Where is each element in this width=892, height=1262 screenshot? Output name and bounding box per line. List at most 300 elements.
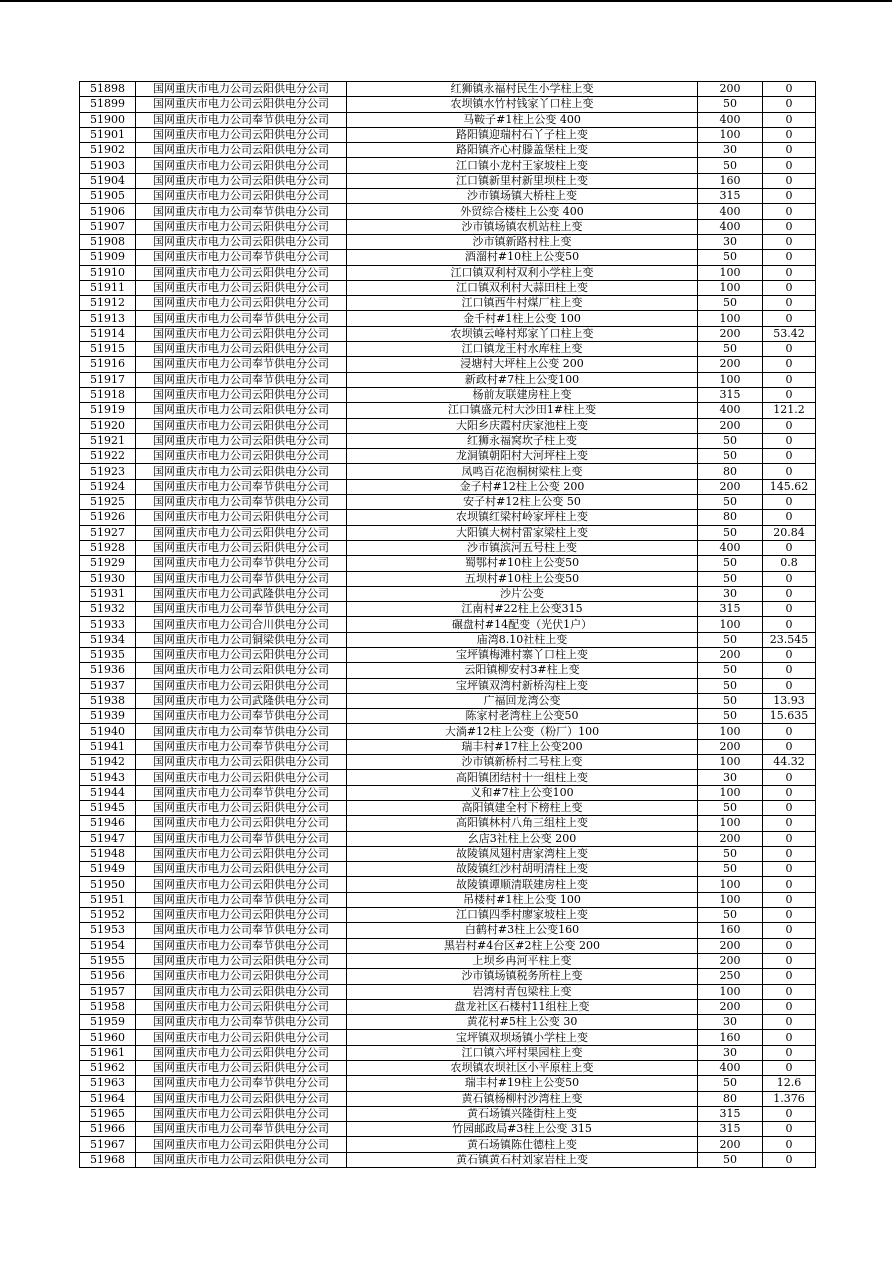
value-cell: 0 — [763, 82, 816, 97]
value-cell: 1.376 — [763, 1091, 816, 1106]
transformer-name-cell: 大阳乡庆霞村庆家池柱上变 — [347, 418, 698, 433]
transformer-name-cell: 农坝镇红梁村岭家坪柱上变 — [347, 510, 698, 525]
company-cell: 国网重庆市电力公司云阳供电分公司 — [136, 449, 347, 464]
row-id-cell: 51934 — [80, 632, 136, 647]
capacity-cell: 50 — [698, 296, 763, 311]
value-cell: 0 — [763, 495, 816, 510]
row-id-cell: 51937 — [80, 678, 136, 693]
transformer-name-cell: 浸塘村大坪柱上公变 200 — [347, 357, 698, 372]
value-cell: 0 — [763, 296, 816, 311]
value-cell: 44.32 — [763, 755, 816, 770]
company-cell: 国网重庆市电力公司云阳供电分公司 — [136, 234, 347, 249]
value-cell: 0 — [763, 800, 816, 815]
table-row — [80, 280, 816, 295]
table-row — [80, 831, 816, 846]
capacity-cell: 200 — [698, 82, 763, 97]
capacity-cell: 50 — [698, 800, 763, 815]
company-cell: 国网重庆市电力公司云阳供电分公司 — [136, 280, 347, 295]
row-id-cell: 51904 — [80, 173, 136, 188]
company-cell: 国网重庆市电力公司云阳供电分公司 — [136, 97, 347, 112]
row-id-cell: 51959 — [80, 1015, 136, 1030]
transformer-name-cell: 义和#7柱上公变100 — [347, 785, 698, 800]
table-row — [80, 785, 816, 800]
company-cell: 国网重庆市电力公司合川供电分公司 — [136, 617, 347, 632]
table-row — [80, 999, 816, 1014]
table-row — [80, 403, 816, 418]
value-cell: 13.93 — [763, 693, 816, 708]
company-cell: 国网重庆市电力公司云阳供电分公司 — [136, 663, 347, 678]
value-cell: 0 — [763, 158, 816, 173]
transformer-name-cell: 黄石镇杨柳村沙湾柱上变 — [347, 1091, 698, 1106]
capacity-cell: 100 — [698, 785, 763, 800]
capacity-cell: 100 — [698, 724, 763, 739]
value-cell: 53.42 — [763, 326, 816, 341]
row-id-cell: 51927 — [80, 525, 136, 540]
value-cell: 0 — [763, 464, 816, 479]
company-cell: 国网重庆市电力公司云阳供电分公司 — [136, 296, 347, 311]
value-cell: 0 — [763, 234, 816, 249]
capacity-cell: 50 — [698, 525, 763, 540]
table-row — [80, 571, 816, 586]
company-cell: 国网重庆市电力公司云阳供电分公司 — [136, 999, 347, 1014]
row-id-cell: 51946 — [80, 816, 136, 831]
capacity-cell: 250 — [698, 969, 763, 984]
table-row — [80, 173, 816, 188]
company-cell: 国网重庆市电力公司云阳供电分公司 — [136, 433, 347, 448]
capacity-cell: 200 — [698, 326, 763, 341]
capacity-cell: 80 — [698, 464, 763, 479]
company-cell: 国网重庆市电力公司云阳供电分公司 — [136, 770, 347, 785]
transformer-name-cell: 金千村#1柱上公变 100 — [347, 311, 698, 326]
page-top-border — [0, 0, 892, 2]
table-row — [80, 1091, 816, 1106]
row-id-cell: 51933 — [80, 617, 136, 632]
table-row — [80, 234, 816, 249]
transformer-name-cell: 马鞍子#1柱上公变 400 — [347, 112, 698, 127]
capacity-cell: 400 — [698, 219, 763, 234]
value-cell: 0 — [763, 265, 816, 280]
transformer-name-cell: 黑岩村#4台区#2柱上公变 200 — [347, 938, 698, 953]
table-row — [80, 1122, 816, 1137]
company-cell: 国网重庆市电力公司云阳供电分公司 — [136, 219, 347, 234]
value-cell: 0 — [763, 586, 816, 601]
capacity-cell: 50 — [698, 250, 763, 265]
transformer-name-cell: 陈家村老湾柱上公变50 — [347, 709, 698, 724]
value-cell: 0 — [763, 342, 816, 357]
capacity-cell: 400 — [698, 540, 763, 555]
table-row — [80, 816, 816, 831]
table-row — [80, 1106, 816, 1121]
capacity-cell: 50 — [698, 158, 763, 173]
row-id-cell: 51938 — [80, 693, 136, 708]
row-id-cell: 51912 — [80, 296, 136, 311]
company-cell: 国网重庆市电力公司奉节供电分公司 — [136, 831, 347, 846]
capacity-cell: 50 — [698, 571, 763, 586]
value-cell: 0 — [763, 449, 816, 464]
value-cell: 0 — [763, 387, 816, 402]
capacity-cell: 160 — [698, 1030, 763, 1045]
table-row — [80, 510, 816, 525]
row-id-cell: 51906 — [80, 204, 136, 219]
value-cell: 0 — [763, 785, 816, 800]
transformer-name-cell: 江南村#22柱上公变315 — [347, 602, 698, 617]
table-row — [80, 800, 816, 815]
row-id-cell: 51963 — [80, 1076, 136, 1091]
row-id-cell: 51898 — [80, 82, 136, 97]
company-cell: 国网重庆市电力公司武隆供电分公司 — [136, 693, 347, 708]
capacity-cell: 50 — [698, 342, 763, 357]
transformer-name-cell: 吊楼村#1柱上公变 100 — [347, 892, 698, 907]
capacity-cell: 160 — [698, 173, 763, 188]
row-id-cell: 51965 — [80, 1106, 136, 1121]
table-row — [80, 189, 816, 204]
capacity-cell: 30 — [698, 1045, 763, 1060]
transformer-name-cell: 沙市镇新桥村二号柱上变 — [347, 755, 698, 770]
row-id-cell: 51929 — [80, 556, 136, 571]
capacity-cell: 315 — [698, 387, 763, 402]
transformer-name-cell: 江口镇四季村廖家坡柱上变 — [347, 908, 698, 923]
company-cell: 国网重庆市电力公司武隆供电分公司 — [136, 586, 347, 601]
transformer-name-cell: 碾盘村#14配变（光伏1户） — [347, 617, 698, 632]
company-cell: 国网重庆市电力公司云阳供电分公司 — [136, 678, 347, 693]
row-id-cell: 51923 — [80, 464, 136, 479]
company-cell: 国网重庆市电力公司云阳供电分公司 — [136, 877, 347, 892]
row-id-cell: 51960 — [80, 1030, 136, 1045]
table-row — [80, 892, 816, 907]
transformer-name-cell: 高阳镇林村八角三组柱上变 — [347, 816, 698, 831]
value-cell: 0 — [763, 219, 816, 234]
transformer-name-cell: 凤鸣百花泡桐树梁柱上变 — [347, 464, 698, 479]
value-cell: 0 — [763, 510, 816, 525]
row-id-cell: 51964 — [80, 1091, 136, 1106]
company-cell: 国网重庆市电力公司奉节供电分公司 — [136, 250, 347, 265]
transformer-name-cell: 江口镇六坪村果园柱上变 — [347, 1045, 698, 1060]
value-cell: 0 — [763, 617, 816, 632]
row-id-cell: 51921 — [80, 433, 136, 448]
capacity-cell: 80 — [698, 510, 763, 525]
value-cell: 0 — [763, 892, 816, 907]
row-id-cell: 51913 — [80, 311, 136, 326]
transformer-name-cell: 黄石场镇陈仕德柱上变 — [347, 1137, 698, 1152]
table-row — [80, 219, 816, 234]
capacity-cell: 200 — [698, 739, 763, 754]
company-cell: 国网重庆市电力公司云阳供电分公司 — [136, 1137, 347, 1152]
value-cell: 0 — [763, 938, 816, 953]
table-row — [80, 1076, 816, 1091]
row-id-cell: 51944 — [80, 785, 136, 800]
transformer-name-cell: 沙市镇场镇大桥柱上变 — [347, 189, 698, 204]
row-id-cell: 51930 — [80, 571, 136, 586]
row-id-cell: 51958 — [80, 999, 136, 1014]
company-cell: 国网重庆市电力公司云阳供电分公司 — [136, 1106, 347, 1121]
value-cell: 0 — [763, 1061, 816, 1076]
capacity-cell: 100 — [698, 617, 763, 632]
table-row — [80, 1061, 816, 1076]
company-cell: 国网重庆市电力公司奉节供电分公司 — [136, 479, 347, 494]
capacity-cell: 100 — [698, 127, 763, 142]
capacity-cell: 50 — [698, 556, 763, 571]
table-row — [80, 479, 816, 494]
table-row — [80, 1030, 816, 1045]
row-id-cell: 51957 — [80, 984, 136, 999]
company-cell: 国网重庆市电力公司奉节供电分公司 — [136, 112, 347, 127]
transformer-name-cell: 瑞丰村#19柱上公变50 — [347, 1076, 698, 1091]
row-id-cell: 51950 — [80, 877, 136, 892]
transformer-name-cell: 故陵镇红沙村胡明清柱上变 — [347, 862, 698, 877]
company-cell: 国网重庆市电力公司云阳供电分公司 — [136, 127, 347, 142]
table-row — [80, 265, 816, 280]
row-id-cell: 51951 — [80, 892, 136, 907]
transformer-name-cell: 故陵镇谭顺清联建房柱上变 — [347, 877, 698, 892]
capacity-cell: 315 — [698, 1106, 763, 1121]
table-row — [80, 663, 816, 678]
value-cell: 0 — [763, 1015, 816, 1030]
transformer-name-cell: 故陵镇凤翅村唐家湾柱上变 — [347, 846, 698, 861]
company-cell: 国网重庆市电力公司奉节供电分公司 — [136, 1122, 347, 1137]
capacity-cell: 50 — [698, 1152, 763, 1167]
transformer-name-cell: 江口镇双利村双利小学柱上变 — [347, 265, 698, 280]
company-cell: 国网重庆市电力公司奉节供电分公司 — [136, 923, 347, 938]
row-id-cell: 51943 — [80, 770, 136, 785]
value-cell: 0 — [763, 862, 816, 877]
company-cell: 国网重庆市电力公司云阳供电分公司 — [136, 403, 347, 418]
row-id-cell: 51928 — [80, 540, 136, 555]
table-row — [80, 82, 816, 97]
transformer-name-cell: 瑞丰村#17柱上公变200 — [347, 739, 698, 754]
transformer-name-cell: 路阳镇迎瑞村石丫子柱上变 — [347, 127, 698, 142]
transformer-name-cell: 幺店3社柱上公变 200 — [347, 831, 698, 846]
transformer-name-cell: 红狮镇永福村民生小学柱上变 — [347, 82, 698, 97]
transformer-name-cell: 江口镇盛元村大沙田1#柱上变 — [347, 403, 698, 418]
capacity-cell: 50 — [698, 1076, 763, 1091]
transformer-name-cell: 高阳镇团结村十一组柱上变 — [347, 770, 698, 785]
company-cell: 国网重庆市电力公司铜梁供电分公司 — [136, 632, 347, 647]
transformer-name-cell: 农坝镇云峰村郑家丫口柱上变 — [347, 326, 698, 341]
company-cell: 国网重庆市电力公司云阳供电分公司 — [136, 265, 347, 280]
company-cell: 国网重庆市电力公司云阳供电分公司 — [136, 816, 347, 831]
company-cell: 国网重庆市电力公司云阳供电分公司 — [136, 1061, 347, 1076]
company-cell: 国网重庆市电力公司奉节供电分公司 — [136, 1015, 347, 1030]
capacity-cell: 50 — [698, 97, 763, 112]
table-row — [80, 158, 816, 173]
value-cell: 0 — [763, 280, 816, 295]
company-cell: 国网重庆市电力公司云阳供电分公司 — [136, 464, 347, 479]
transformer-name-cell: 安子村#12柱上公变 50 — [347, 495, 698, 510]
value-cell: 0 — [763, 1122, 816, 1137]
capacity-cell: 315 — [698, 1122, 763, 1137]
capacity-cell: 30 — [698, 1015, 763, 1030]
table-row — [80, 1137, 816, 1152]
table-row — [80, 617, 816, 632]
capacity-cell: 50 — [698, 663, 763, 678]
value-cell: 121.2 — [763, 403, 816, 418]
value-cell: 0 — [763, 97, 816, 112]
capacity-cell: 200 — [698, 999, 763, 1014]
transformer-name-cell: 江口镇新里村新里坝柱上变 — [347, 173, 698, 188]
value-cell: 0 — [763, 433, 816, 448]
table-row — [80, 387, 816, 402]
capacity-cell: 100 — [698, 892, 763, 907]
row-id-cell: 51910 — [80, 265, 136, 280]
company-cell: 国网重庆市电力公司云阳供电分公司 — [136, 387, 347, 402]
value-cell: 0 — [763, 112, 816, 127]
capacity-cell: 200 — [698, 647, 763, 662]
row-id-cell: 51935 — [80, 647, 136, 662]
row-id-cell: 51936 — [80, 663, 136, 678]
row-id-cell: 51940 — [80, 724, 136, 739]
value-cell: 0 — [763, 311, 816, 326]
transformer-name-cell: 沙市镇场镇农机站柱上变 — [347, 219, 698, 234]
transformer-name-cell: 红狮永福窝坎子柱上变 — [347, 433, 698, 448]
value-cell: 0 — [763, 969, 816, 984]
value-cell: 0 — [763, 1106, 816, 1121]
company-cell: 国网重庆市电力公司云阳供电分公司 — [136, 173, 347, 188]
transformer-name-cell: 白鹤村#3柱上公变160 — [347, 923, 698, 938]
capacity-cell: 200 — [698, 938, 763, 953]
capacity-cell: 30 — [698, 143, 763, 158]
transformer-name-cell: 江口镇小龙村王家坡柱上变 — [347, 158, 698, 173]
transformer-name-cell: 云阳镇柳安村3#柱上变 — [347, 663, 698, 678]
company-cell: 国网重庆市电力公司奉节供电分公司 — [136, 372, 347, 387]
table-row — [80, 923, 816, 938]
transformer-name-cell: 江口镇双利村大蒜田柱上变 — [347, 280, 698, 295]
capacity-cell: 50 — [698, 678, 763, 693]
capacity-cell: 50 — [698, 693, 763, 708]
company-cell: 国网重庆市电力公司奉节供电分公司 — [136, 357, 347, 372]
capacity-cell: 100 — [698, 755, 763, 770]
table-row — [80, 449, 816, 464]
row-id-cell: 51908 — [80, 234, 136, 249]
table-row — [80, 632, 816, 647]
company-cell: 国网重庆市电力公司奉节供电分公司 — [136, 892, 347, 907]
transformer-name-cell: 宝坪镇双坝场镇小学柱上变 — [347, 1030, 698, 1045]
transformer-name-cell: 金子村#12柱上公变 200 — [347, 479, 698, 494]
value-cell: 0 — [763, 540, 816, 555]
transformer-table — [79, 81, 816, 1168]
transformer-name-cell: 五坝村#10柱上公变50 — [347, 571, 698, 586]
row-id-cell: 51926 — [80, 510, 136, 525]
capacity-cell: 100 — [698, 372, 763, 387]
table-row — [80, 739, 816, 754]
row-id-cell: 51901 — [80, 127, 136, 142]
capacity-cell: 100 — [698, 280, 763, 295]
table-row — [80, 311, 816, 326]
row-id-cell: 51917 — [80, 372, 136, 387]
table-row — [80, 1045, 816, 1060]
capacity-cell: 400 — [698, 1061, 763, 1076]
transformer-name-cell: 沙市镇滨河五号柱上变 — [347, 540, 698, 555]
value-cell: 20.84 — [763, 525, 816, 540]
company-cell: 国网重庆市电力公司云阳供电分公司 — [136, 525, 347, 540]
transformer-name-cell: 农坝镇水竹村钱家丫口柱上变 — [347, 97, 698, 112]
company-cell: 国网重庆市电力公司奉节供电分公司 — [136, 556, 347, 571]
company-cell: 国网重庆市电力公司云阳供电分公司 — [136, 969, 347, 984]
capacity-cell: 80 — [698, 1091, 763, 1106]
company-cell: 国网重庆市电力公司云阳供电分公司 — [136, 418, 347, 433]
transformer-name-cell: 沙市镇场镇税务所柱上变 — [347, 969, 698, 984]
value-cell: 0 — [763, 173, 816, 188]
value-cell: 0 — [763, 724, 816, 739]
value-cell: 0 — [763, 418, 816, 433]
transformer-name-cell: 沙片公变 — [347, 586, 698, 601]
value-cell: 0 — [763, 831, 816, 846]
table-row — [80, 127, 816, 142]
table-row — [80, 357, 816, 372]
value-cell: 0 — [763, 1152, 816, 1167]
company-cell: 国网重庆市电力公司云阳供电分公司 — [136, 1045, 347, 1060]
row-id-cell: 51941 — [80, 739, 136, 754]
transformer-name-cell: 江口镇龙王村水库柱上变 — [347, 342, 698, 357]
row-id-cell: 51900 — [80, 112, 136, 127]
transformer-name-cell: 外贸综合楼柱上公变 400 — [347, 204, 698, 219]
table-row — [80, 250, 816, 265]
row-id-cell: 51942 — [80, 755, 136, 770]
transformer-name-cell: 宝坪镇双湾村新桥沟柱上变 — [347, 678, 698, 693]
value-cell: 0 — [763, 189, 816, 204]
value-cell: 0 — [763, 663, 816, 678]
company-cell: 国网重庆市电力公司云阳供电分公司 — [136, 984, 347, 999]
row-id-cell: 51955 — [80, 953, 136, 968]
table-row — [80, 693, 816, 708]
capacity-cell: 50 — [698, 632, 763, 647]
row-id-cell: 51968 — [80, 1152, 136, 1167]
table-row — [80, 969, 816, 984]
capacity-cell: 100 — [698, 816, 763, 831]
row-id-cell: 51953 — [80, 923, 136, 938]
value-cell: 0 — [763, 816, 816, 831]
value-cell: 0 — [763, 846, 816, 861]
row-id-cell: 51947 — [80, 831, 136, 846]
row-id-cell: 51948 — [80, 846, 136, 861]
row-id-cell: 51925 — [80, 495, 136, 510]
value-cell: 0 — [763, 204, 816, 219]
transformer-name-cell: 黄花村#5柱上公变 30 — [347, 1015, 698, 1030]
company-cell: 国网重庆市电力公司云阳供电分公司 — [136, 755, 347, 770]
company-cell: 国网重庆市电力公司奉节供电分公司 — [136, 1076, 347, 1091]
table-row — [80, 342, 816, 357]
company-cell: 国网重庆市电力公司奉节供电分公司 — [136, 495, 347, 510]
company-cell: 国网重庆市电力公司云阳供电分公司 — [136, 908, 347, 923]
value-cell: 0 — [763, 1045, 816, 1060]
row-id-cell: 51922 — [80, 449, 136, 464]
company-cell: 国网重庆市电力公司奉节供电分公司 — [136, 709, 347, 724]
value-cell: 0 — [763, 999, 816, 1014]
table-row — [80, 1015, 816, 1030]
table-row — [80, 938, 816, 953]
company-cell: 国网重庆市电力公司奉节供电分公司 — [136, 938, 347, 953]
value-cell: 0 — [763, 372, 816, 387]
transformer-name-cell: 酒溜村#10柱上公变50 — [347, 250, 698, 265]
value-cell: 0 — [763, 739, 816, 754]
row-id-cell: 51954 — [80, 938, 136, 953]
row-id-cell: 51952 — [80, 908, 136, 923]
value-cell: 0 — [763, 1030, 816, 1045]
value-cell: 0 — [763, 877, 816, 892]
table-row — [80, 372, 816, 387]
company-cell: 国网重庆市电力公司奉节供电分公司 — [136, 204, 347, 219]
row-id-cell: 51911 — [80, 280, 136, 295]
capacity-cell: 30 — [698, 586, 763, 601]
row-id-cell: 51962 — [80, 1061, 136, 1076]
row-id-cell: 51916 — [80, 357, 136, 372]
table-row — [80, 418, 816, 433]
company-cell: 国网重庆市电力公司云阳供电分公司 — [136, 862, 347, 877]
capacity-cell: 400 — [698, 112, 763, 127]
table-row — [80, 296, 816, 311]
table-row — [80, 647, 816, 662]
company-cell: 国网重庆市电力公司云阳供电分公司 — [136, 158, 347, 173]
value-cell: 0 — [763, 953, 816, 968]
